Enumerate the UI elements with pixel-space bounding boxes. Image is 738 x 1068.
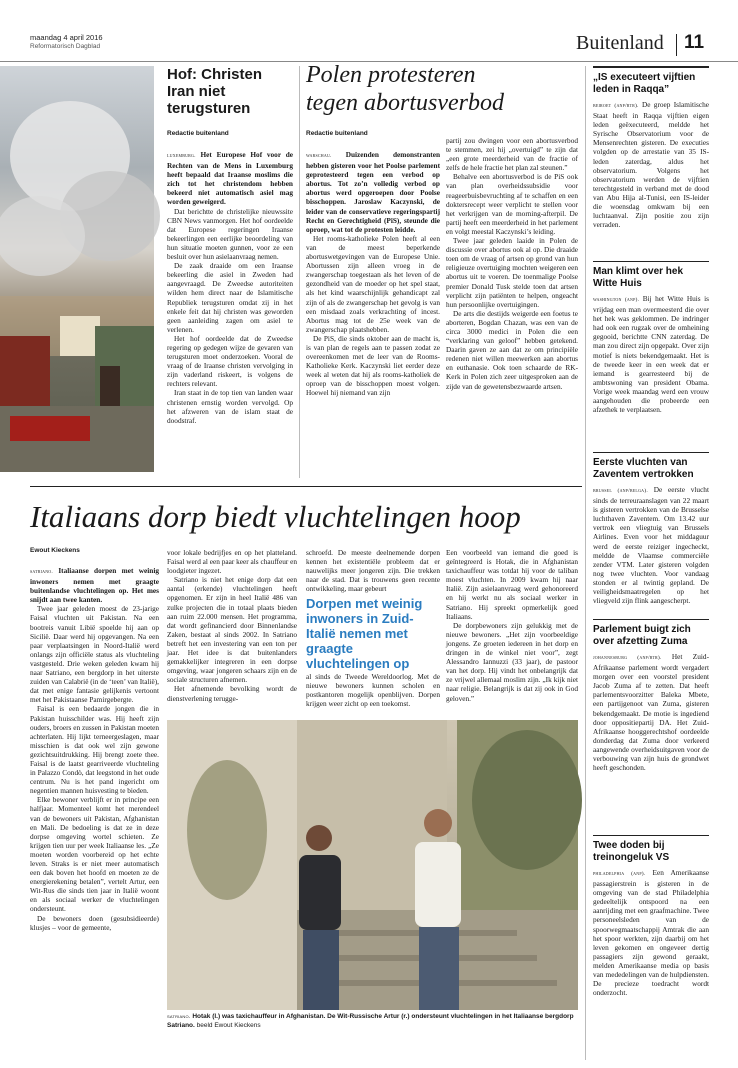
polen-paragraph: partij zou dwingen voor een abortusverbod te stemmen, zei hij „overtuigd” te zijn dat „een grote meerderheid van de fractie of zelfs de hele fractie het plan zal steunen.” bbox=[446, 136, 578, 173]
section-title: Buitenland bbox=[576, 32, 664, 54]
sidebar-text bbox=[593, 100, 709, 276]
italie-paragraph: Satriano is niet het enige dorp dat een aantal (erkende) vluchtelingen heeft opgenomen. Er zijn in heel Italië 486 van zulke projecten die in totaal plaats bieden aan ruim 22.000 mensen. Het programma, dat wordt gefinancierd door Binnenlandse Zaken, bestaat al sinds 2002. In Satriano betreft het een investering van een ton per jaar. Het idee is dat buitenlanders gemakkelijker integreren in een dorpse omgeving, waar jongeren schaars zijn en de sociale structuren afnemen. bbox=[167, 575, 297, 685]
italie-col3b bbox=[306, 672, 440, 718]
pull-quote: Dorpen met weinig inwoners in Zuid-Italië nemen met graagte vluchtelingen op bbox=[306, 596, 423, 671]
sidebar-item bbox=[593, 624, 709, 822]
hof-lead: Het Europese Hof voor de Rechten van de Mens in Luxemburg heeft bepaald dat Iraanse moslims die zich tot het christendom hebben bekeerd niet automatisch asiel mag worden geweigerd. bbox=[167, 150, 293, 207]
sidebar-text bbox=[593, 294, 709, 446]
sidebar-body: Bij het Witte Huis is vrijdag een man overmeesterd die over het hek was geklommen. De indringer had ook een rugzak over de omheining gegooid, berichtte CNN zaterdag. De man zou direct zijn opgepakt. Over zijn motief is niets bekendgemaakt. Het is de tweede keer in een week dat er iemand is gearresteerd bij de ambtswoning van president Obama. Vorige week maandag werd een vrouw aangehouden die probeerde een afzethek te verplaatsen. bbox=[593, 294, 709, 415]
italie-paragraph: De bewoners doen (gesubsidieerde) klusjes – voor de gemeente, bbox=[30, 913, 159, 932]
sidebar-text bbox=[593, 868, 709, 1050]
sidebar-rule bbox=[593, 619, 709, 620]
italie-lead: Italiaanse dorpen met weinig inwoners nemen met graagte buitenlandse vluchtelingen op. Het mes snijdt aan twee kanten. bbox=[30, 566, 159, 605]
italie-paragraph: voor lokale bedrijfjes en op het platteland. Faisal werd al een paar keer als chauffeur en loodgieter ingezet. bbox=[167, 548, 297, 576]
caption-text: Hotak (l.) was taxichauffeur in Afghanistan. De Wit-Russische Artur (r.) ondersteunt vluchtelingen in het Italiaanse bergdorp Satriano. bbox=[167, 1013, 574, 1029]
italie-paragraph: De dorpbewoners zijn gelukkig met de nieuwe bewoners. „Het zijn voorbeeldige jongens. Ze groeten iedereen in het dorp en dringen in de winkel niet voor”, zegt Alessandro Iannuzzi (33 jaar), de pastoor van het dorp. Hij vindt het onbelangrijk dat ze vrijwel allemaal moslim zijn. „Ik kijk niet naar religie. Belangrijk is dat zij ook in God geloven.” bbox=[446, 620, 578, 703]
sidebar-rule bbox=[593, 452, 709, 453]
photo-caption bbox=[167, 1013, 578, 1030]
hof-paragraph: Dat berichtte de christelijke nieuwssite CBN News vanmorgen. Het hof oordeelde dat Europese regeringen Iraanse bekeerlingen een eerlijke beoordeling van hun situatie moeten gunnen, voor ze een besluit over hun asielaanvraag nemen. bbox=[167, 206, 293, 262]
italie-paragraph: Het afnemende bevolking wordt de dienstverlening terugge- bbox=[167, 684, 297, 703]
refugees-photo bbox=[167, 720, 578, 1010]
sidebar-title: Parlement buigt zich over afzetting Zuma bbox=[593, 624, 691, 647]
italie-paragraph: Een voorbeeld van iemand die goed is geïntegreerd is Hotak, die in Afghanistan taxichauffeur was totdat hij voor de taliban moest vluchten. In 2009 kwam hij naar Italië. Zijn asielaanvraag werd gehonoreerd en hij werkt nu als sociaal werker in Satriano. Hij spreekt opmerkelijk goed Italiaans. bbox=[446, 548, 578, 621]
hof-paragraph: Het hof oordeelde dat de Zweedse regering op gedegen wijze de gevaren van terugsturen moet onderzoeken. Vooral de vraag of de Iraanse christen vervolging in zijn vaderland riskeert, is volgens de rechters relevant. bbox=[167, 333, 293, 389]
polen-paragraph: De arts die destijds weigerde een foetus te aborteren, Bogdan Chazan, was een van de circa 3000 medici in Polen die een “verklaring van geloof” hebben getekend. Daarin gaven ze aan dat ze om principiële redenen niet willen meewerken aan abortus en euthanasie. Ook toen schaarde de RK-Kerk in Polen zich zeer uitgesproken aan de zijde van de gewetensbezwaarde artsen. bbox=[446, 308, 578, 391]
date-label: maandag 4 april 2016 bbox=[30, 33, 103, 42]
italie-col3 bbox=[306, 548, 440, 594]
polen-lead: Duizenden demonstranten hebben gisteren voor het Poolse parlement geprotesteerd tegen een verbod op abortus. Tot zo’n volledig verbod op abortus werd opgeroepen door Poolse bisschoppen. Jaroslaw Kaczynski, de leider van de conservatieve regeringspartij Recht en Gerechtigheid (PiS), steunde die oproep, wat tot de protesten leidde. bbox=[306, 150, 441, 234]
italie-paragraph: al sinds de Tweede Wereldoorlog. Met de nieuwe bewoners kunnen scholen en postkantoren mogelijk openblijven. Dorpen krijgen weer zicht op een toekomst. bbox=[306, 672, 440, 709]
sidebar-dateline: beiroet (anp/rtr). bbox=[593, 103, 639, 109]
polen-byline: Redactie buitenland bbox=[306, 130, 368, 137]
polen-paragraph: De PiS, die sinds oktober aan de macht is, is van plan de regels aan te passen zodat ze overeenkomen met de leer van de Rooms-Katholieke Kerk. Kaczynski liet eerder deze week al weten dat hij als rooms-katholiek de oproep van de bisschoppen moest volgen. Hoewel hij niemand van zijn bbox=[306, 333, 440, 398]
sidebar-title: Twee doden bij treinongeluk VS bbox=[593, 840, 670, 863]
italie-byline: Ewout Kieckens bbox=[30, 547, 80, 554]
header-divider bbox=[676, 34, 677, 56]
polen-title-2: tegen abortusverbod bbox=[306, 90, 504, 116]
fire-photo bbox=[0, 66, 154, 472]
sidebar-dateline: brussel (anp/belga). bbox=[593, 488, 648, 494]
hof-byline: Redactie buitenland bbox=[167, 130, 229, 137]
polen-paragraph: Twee jaar geleden laaide in Polen de discussie over abortus ook al op. Die draaide toen om de vraag of artsen op grond van hun religieuze overtuiging mochten weigeren een abortus uit te voeren. De toenmalige Poolse premier Donald Tusk stelde toen dat artsen verplicht zijn patiënten te helpen, ongeacht hun persoonlijke overtuigingen. bbox=[446, 236, 578, 309]
hof-dateline: luxemburg. bbox=[167, 153, 196, 159]
sidebar-item bbox=[593, 840, 709, 1050]
sidebar-text bbox=[593, 485, 709, 629]
caption-place: satriano. bbox=[167, 1014, 191, 1020]
italie-col4 bbox=[446, 548, 578, 718]
sidebar-body: Een Amerikaanse passagierstrein is gisteren in de omgeving van de stad Philadelphia gedeeltelijk ontspoord na een aanrijding met een graafmachine. Twee personeelsleden van de spoorwegmaatschappij Amtrak die aan het spoor werkten, zijn daarbij om het leven gekomen en ongeveer dertig passagiers zijn gewond geraakt, melden Amerikaanse media op basis van mededelingen van de hulpdiensten. De precieze toedracht wordt onderzocht. bbox=[593, 868, 710, 998]
sidebar-item bbox=[593, 72, 709, 276]
sidebar-top-rule bbox=[593, 66, 709, 68]
italie-paragraph: Elke bewoner verblijft er in principe een halfjaar. Momenteel komt het merendeel van de bewoners uit Pakistan, Afghanistan en Mali. De bedoeling is dat ze in deze dorpse omgeving wortel schieten. Ze krijgen tien uur per week Italiaanse les. „Ze moeten worden voorbereid op het echte leven. Straks is er niet meer automatisch een dak boven het hoofd en moeten ze de energierekening betalen”, vertelt Artur, een Wit-Rus die sinds tien jaar in Italië woont en als sociaal werker de vluchtelingen ondersteunt. bbox=[30, 795, 159, 914]
italie-title: Italiaans dorp biedt vluchtelingen hoop bbox=[30, 499, 521, 534]
polen-paragraph: Het rooms-katholieke Polen heeft al een van de meest beperkende abortuswetgevingen van de Europese Unie. Abortussen zijn alleen vroeg in de zwangerschap toegestaan als het leven of de gezondheid van de moeder op het spel staat, als het kind waarschijnlijk gehandicapt zal zijn of als de zwangerschap het gevolg is van een misdaad zoals verkrachting of incest. Abortus mag tot de 25e week van de zwangerschap plaatshebben. bbox=[306, 233, 440, 334]
italie-paragraph: schroefd. De meeste deelnemende dorpen kennen het existentiële probleem dat er nauwelijks meer jongeren zijn. Die trekken naar de stad. Dat is trouwens geen recente ontwikkeling, maar gebeurt bbox=[306, 548, 440, 594]
sidebar-body: Het Zuid-Afrikaanse parlement wordt vergadert morgen over een voorstel president Jacob Zuma af te zetten. Dat heeft parlementsvoorzitter Baleka Mbete, een partijgenoot van Zuma, gisteren bekendgemaakt. De motie is ingediend door oppositiepartij DA. Het Zuid-Afrikaanse hooggerechtshof oordeelde donderdag dat Zuma door verkeerd aangewende overheidsuitgaven voor de verbouwing van zijn huis de grondwet heeft geschonden. bbox=[593, 652, 709, 773]
sidebar-item bbox=[593, 266, 709, 446]
sidebar-title: „IS executeert vijftien leden in Raqqa” bbox=[593, 72, 696, 95]
polen-paragraph: Behalve een abortusverbod is de PiS ook van plan overheidssubsidie voor reageerbuisbevruchting af te schaffen en een doktersrecept weer verplicht te stellen voor het verkrijgen van de morning-afterpil. De partij heeft een meerderheid in het parlement en volgt meestal Kaczynski’s leiding. bbox=[446, 172, 578, 236]
hof-paragraph: De zaak draaide om een Iraanse bekeerling die asiel in Zweden had aangevraagd. De Zweedse autoriteiten wilden hem direct naar de Islamitische Republiek terugsturen omdat zij in het enkele feit dat hij christen was geworden geen aanleiding zagen om asiel te verlenen. bbox=[167, 261, 293, 334]
sidebar-title: Man klimt over hek Witte Huis bbox=[593, 266, 684, 289]
sidebar-dateline: johannesburg (anp/rtr). bbox=[593, 655, 662, 661]
sidebar-title: Eerste vluchten van Zaventem vertrokken bbox=[593, 457, 694, 480]
sidebar-rule bbox=[593, 835, 709, 836]
page-number: 11 bbox=[684, 32, 705, 53]
italie-dateline: satriano. bbox=[30, 569, 53, 575]
sidebar-body: De eerste vlucht sinds de terreuraanslagen van 22 maart is gisteren vertrokken van de Brusselse luchthaven Zaventem. Om 13.42 uur vertrok een vliegtuig van Brussels Airlines. Even voor het middaguur werd de eerste reiziger ingecheckt, meldde de Vlaamse commerciële zender VTM. Later gisteren volgden nog twee vluchten. Voor vandaag stonden er al twintig gepland. De veiligheidsmaatregelen op het vliegveld zijn flink aangescherpt. bbox=[593, 485, 709, 606]
sidebar-item bbox=[593, 457, 709, 629]
italie-paragraph: Twee jaar geleden moest de 23-jarige Faisal vluchten uit Pakistan. Na een bootreis vanuit Libië spoelde hij aan op Sicilië. Daar werd hij opgevangen. Na een paar verplaatsingen in Noord-Italië werd onlangs zijn officiële status als vluchteling vastgesteld. Drie weken geleden kwam hij naar Satriano, een bergdorp in het uiterste zuiden van Calabrië (in de ‘teen’ van Italië), dat met enige fantasie gelijkenis vertoont met het Pakistaanse Pamirgebergte. bbox=[30, 604, 159, 705]
sidebar-text bbox=[593, 652, 709, 822]
sidebar-dateline: washington (anp). bbox=[593, 297, 640, 303]
polen-body-col2 bbox=[446, 136, 578, 476]
italie-col2 bbox=[167, 548, 297, 718]
italie-paragraph: Faisal is een bedaarde jongen die in Pakistan huisschilder was. Hij heeft zijn ouders, broers en zussen in Pakistan moeten achterlaten. Hij lijkt terneergeslagen, maar misschien is dat ook wel zijn gewone gezichtsuitdrukking. Hij brengt zoete thee. Faisal is de laatst gearriveerde vluchteling in Palazzo Condò, dat leegstond in het oude centrum. Nu is het pand ingericht om negentien mannen huisvesting te bieden. bbox=[30, 704, 159, 796]
sidebar-dateline: philadelphia (anp). bbox=[593, 871, 646, 877]
section-rule bbox=[30, 486, 582, 487]
hof-paragraph: Iran staat in de top tien van landen waar christenen ernstig worden vervolgd. Op het afzweren van de islam staat de doodstraf. bbox=[167, 388, 293, 425]
polen-body-col1 bbox=[306, 150, 440, 476]
column-divider bbox=[299, 66, 300, 478]
italie-col1 bbox=[30, 566, 159, 1064]
polen-title-1: Polen protesteren bbox=[306, 62, 476, 88]
polen-dateline: warschau. bbox=[306, 153, 332, 159]
caption-credit: beeld Ewout Kieckens bbox=[196, 1021, 261, 1029]
sidebar-rule bbox=[593, 261, 709, 262]
sidebar-divider bbox=[585, 66, 586, 1060]
sidebar-body: De groep Islamitische Staat heeft in Raqqa vijftien eigen leden geëxecuteerd, meldde het Syrische Observatorium voor de Mensenrechten gisteren. De executies volgden op de arrestatie van 35 IS-leden zaterdag, aldus het observatorium. Volgens het observatorium werden de vijftien terechtgesteld in verband met de dood van Abu Hija al-Tunisi, een IS-leider die woensdag omkwam bij een luchtaanval. Zijn positie zou zijn verraden. bbox=[593, 100, 710, 230]
hof-body bbox=[167, 150, 293, 476]
hof-title: Hof: Christen Iran niet terugsturen bbox=[167, 66, 262, 117]
paper-name: Reformatorisch Dagblad bbox=[30, 43, 101, 50]
